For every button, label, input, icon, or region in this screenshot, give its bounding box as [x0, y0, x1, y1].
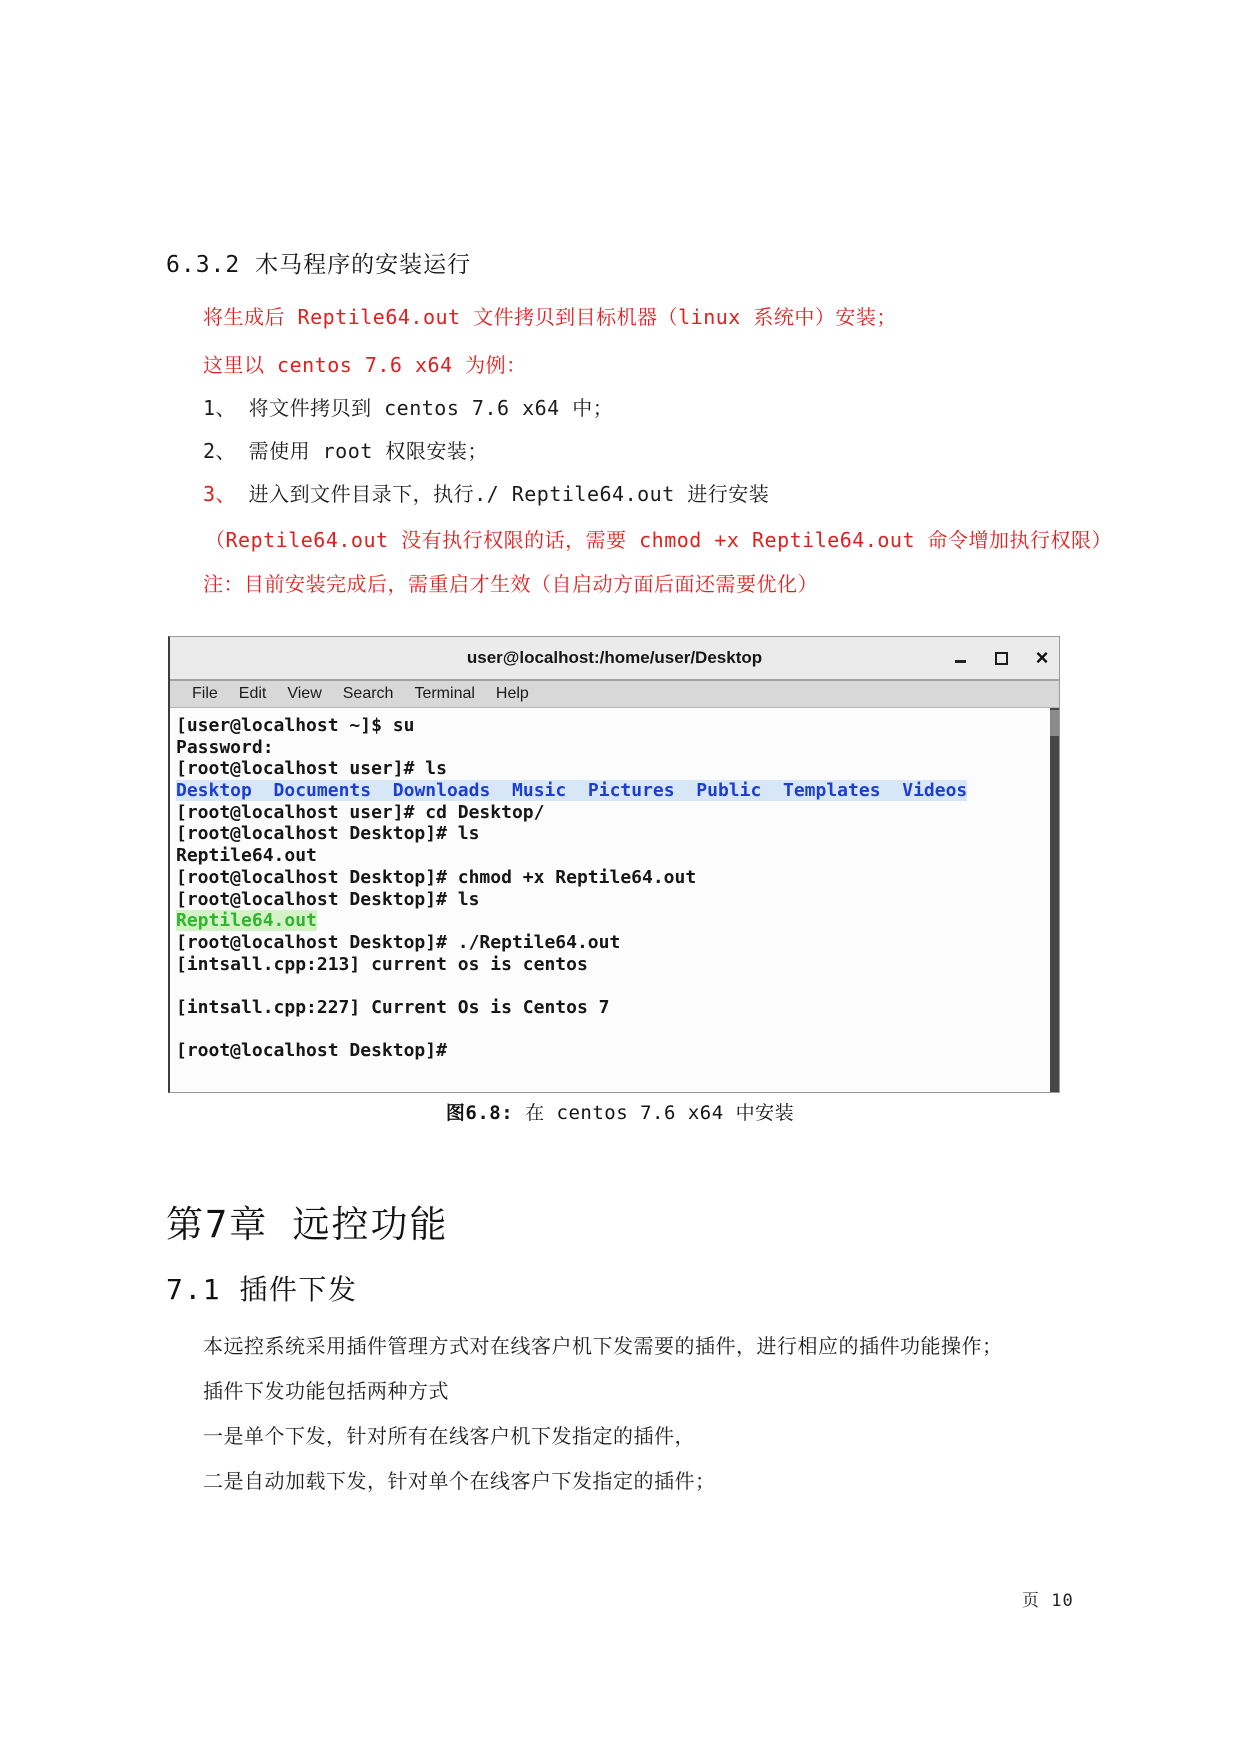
terminal-line: [root@localhost Desktop]# ls — [176, 823, 480, 845]
terminal-window — [168, 636, 1060, 1093]
page-number: 页 10 — [1022, 1591, 1074, 1611]
body-paragraph: 二是自动加载下发，针对单个在线客户下发指定的插件； — [203, 1469, 716, 1493]
directory-name: Videos — [902, 780, 968, 802]
section-heading-632: 6.3.2 木马程序的安装运行 — [166, 252, 472, 278]
directory-name: Music — [512, 780, 567, 802]
directory-name: Templates — [783, 780, 881, 802]
chapter-heading: 第7章 远控功能 — [166, 1203, 449, 1246]
note-example-os: 这里以 centos 7.6 x64 为例： — [203, 353, 527, 377]
window-controls — [953, 637, 1049, 679]
terminal-menubar — [170, 681, 1059, 708]
note-reboot: 注：目前安装完成后，需重启才生效（自启动方面后面还需要优化） — [203, 572, 818, 596]
terminal-line — [176, 780, 1049, 802]
close-icon[interactable] — [1035, 651, 1049, 665]
body-paragraph: 插件下发功能包括两种方式 — [203, 1379, 449, 1403]
menu-item-edit[interactable]: Edit — [238, 685, 267, 702]
terminal-line: [intsall.cpp:227] Current Os is Centos 7 — [176, 996, 610, 1018]
directory-name: Public — [696, 780, 762, 802]
step-3-text: 进入到文件目录下，执行./ Reptile64.out 进行安装 — [236, 482, 770, 506]
directory-listing — [176, 780, 967, 801]
terminal-line: [intsall.cpp:213] current os is centos — [176, 953, 588, 975]
install-step-2: 2、 需使用 root 权限安装； — [203, 439, 488, 463]
terminal-output — [170, 708, 1049, 1092]
figure-caption-text: 在 centos 7.6 x64 中安装 — [513, 1102, 795, 1124]
terminal-titlebar — [170, 637, 1059, 681]
figure-caption-label: 图6.8: — [445, 1102, 514, 1124]
terminal-line: [root@localhost Desktop]# — [176, 1040, 447, 1062]
maximize-icon[interactable] — [994, 651, 1008, 665]
menu-item-file[interactable]: File — [192, 685, 218, 702]
install-step-3 — [203, 478, 769, 507]
terminal-line — [176, 1019, 1049, 1041]
executable-file-name: Reptile64.out — [176, 910, 317, 932]
directory-name: Documents — [273, 780, 372, 802]
terminal-line: [root@localhost Desktop]# chmod +x Reptile64.out — [176, 866, 697, 888]
note-copy-to-target: 将生成后 Reptile64.out 文件拷贝到目标机器（linux 系统中）安装； — [203, 305, 897, 329]
menu-item-view[interactable]: View — [287, 685, 322, 702]
terminal-line — [176, 910, 1049, 932]
menu-item-help[interactable]: Help — [495, 685, 529, 702]
step-3-number: 3、 — [203, 482, 237, 506]
terminal-line: Password: — [176, 736, 274, 758]
body-paragraph: 一是单个下发，针对所有在线客户机下发指定的插件， — [203, 1424, 695, 1448]
terminal-scrollbar[interactable] — [1050, 708, 1059, 1092]
terminal-line: [user@localhost ~]$ su — [176, 715, 415, 736]
figure-caption — [0, 1098, 1240, 1125]
terminal-line: [root@localhost Desktop]# ./Reptile64.out — [176, 931, 621, 953]
directory-name: Downloads — [392, 780, 491, 802]
directory-name: Desktop — [176, 780, 252, 802]
body-paragraph: 本远控系统采用插件管理方式对在线客户机下发需要的插件，进行相应的插件功能操作； — [203, 1334, 1003, 1358]
terminal-window-title: user@localhost:/home/user/Desktop — [466, 648, 763, 667]
minimize-icon[interactable] — [953, 651, 967, 665]
terminal-line: [root@localhost Desktop]# ls — [176, 888, 480, 910]
section-heading-71: 7.1 插件下发 — [166, 1273, 358, 1306]
install-step-1: 1、 将文件拷贝到 centos 7.6 x64 中； — [203, 396, 614, 420]
scrollbar-thumb[interactable] — [1050, 710, 1059, 736]
terminal-line: [root@localhost user]# ls — [176, 758, 447, 780]
directory-name: Pictures — [587, 780, 675, 802]
terminal-line: Reptile64.out — [176, 845, 317, 867]
menu-item-terminal[interactable]: Terminal — [414, 685, 475, 702]
terminal-line: [root@localhost user]# cd Desktop/ — [176, 801, 545, 823]
menu-item-search[interactable]: Search — [342, 685, 394, 702]
note-chmod: （Reptile64.out 没有执行权限的话，需要 chmod +x Reptile64.out 命令增加执行权限） — [205, 528, 1113, 552]
terminal-line — [176, 975, 1049, 997]
